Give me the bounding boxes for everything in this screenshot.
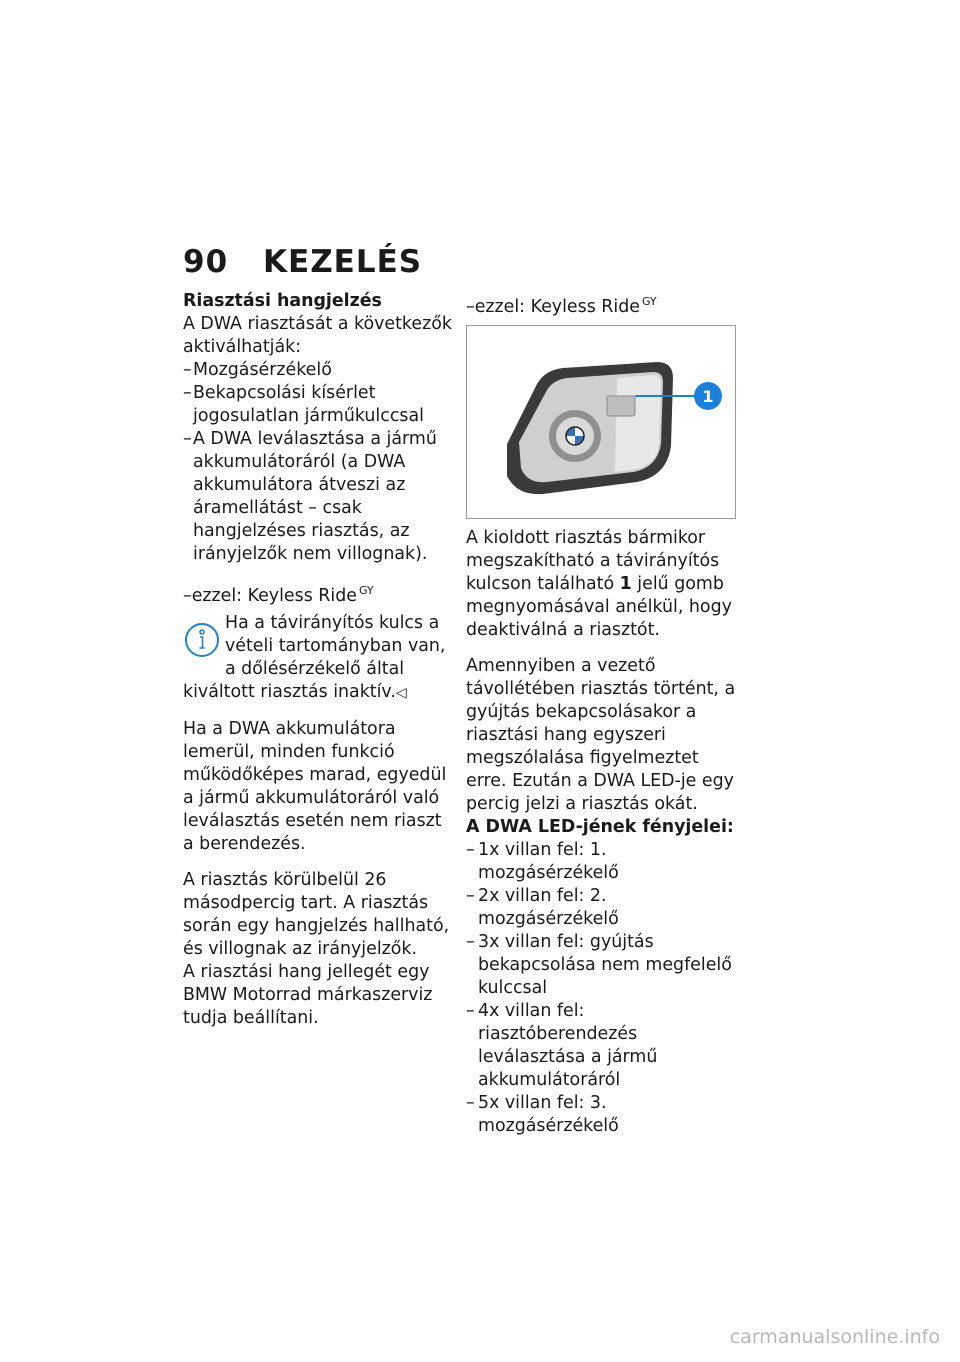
note-text: Ha a távirányítós kulcs a vételi tartományban van, a dőlésérzékelő által kiváltott riasztás inaktív. [183,613,446,702]
list-item: – 3x villan fel: gyújtás bekapcsolása nem megfelelő kulccsal [466,931,736,1000]
duration-paragraph: A riasztás körülbelül 26 másodpercig tart. A riasztás során egy hangjelzés hallható, és villognak az irányjelzők. [183,870,450,959]
list-item: – 5x villan fel: 3. mozgásérzékelő [466,1092,736,1138]
page-header [183,244,422,280]
list-item: – A DWA leválasztása a jármű akkumulátoráról (a DWA akkumulátora átveszi az áramellátást – csak hangjelzéses riasztás, az irányjelzők nem villognak). [183,428,453,566]
figure-callout-number: 1 [702,387,714,406]
list-item: – 1x villan fel: 1. mozgásérzékelő [466,839,736,885]
right-column [466,290,736,1138]
country-code: GY [641,295,657,308]
chapter-title: KEZELÉS [263,244,423,280]
tone-paragraph: A riasztási hang jellegét egy BMW Motorrad márkaszerviz tudja beállítani. [183,962,433,1028]
section-heading: Riasztási hangjelzés [183,291,382,311]
watermark: carmanualsonline.info [729,1326,940,1348]
country-code: GY [358,584,374,597]
info-note [183,612,453,705]
led-signal-list [466,839,736,1138]
alarm-trigger-list [183,359,453,566]
list-item: – 2x villan fel: 2. mozgásérzékelő [466,885,736,931]
list-item: – 4x villan fel: riasztóberendezés leválasztása a jármű akkumulátoráról [466,1000,736,1092]
keyless-ride-label-right: –ezzel: Keyless Ride $^{GY}$ [466,295,657,317]
battery-paragraph: Ha a DWA akkumulátora lemerül, minden funkció működőképes marad, egyedül a jármű akkumulátoráról való leválasztás esetén nem riaszt a berendezés. [183,719,447,854]
callout-ref: 1 [619,574,632,594]
led-heading: A DWA LED-jének fényjelei: [466,817,734,837]
info-icon [183,616,221,662]
absence-paragraph: Amennyiben a vezető távollétében riasztás történt, a gyújtás bekapcsolásakor a riasztási hang egyszeri megszólalása figyelmeztet erre. Ezután a DWA LED-je egy percig jelzi a riasztás okát. [466,656,736,814]
left-column [183,290,453,1030]
list-item: – Bekapcsolási kísérlet jogosulatlan járműkulccsal [183,382,453,428]
keyfob-illustration [467,326,735,518]
page-number: 90 [183,244,229,280]
list-item: – Mozgásérzékelő [183,359,453,382]
keyfob-figure [466,325,736,519]
alarm-intro: A DWA riasztását a következők aktiválhatják: [183,314,452,357]
end-mark-icon: ◁ [395,685,407,701]
cancel-paragraph: A kioldott riasztás bármikor megszakítható a távirányítós kulcson található 1 jelű gomb megnyomásával anélkül, hogy deaktiválná a riasztót. [466,528,732,640]
keyless-ride-label-left: –ezzel: Keyless Ride $^{GY}$ [183,584,374,606]
